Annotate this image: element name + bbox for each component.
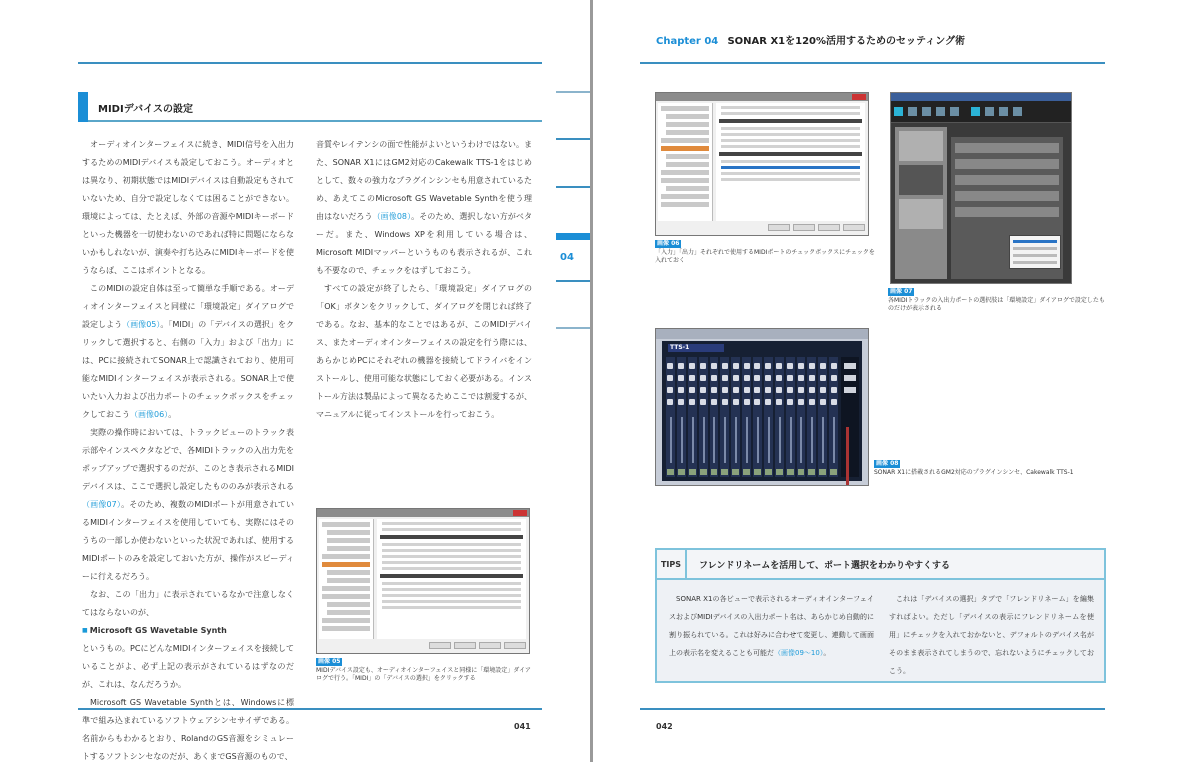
knob-icon: [831, 363, 837, 369]
fader: [779, 417, 781, 463]
figure-06-caption: [655, 240, 875, 265]
knob-icon: [667, 363, 673, 369]
caption-text: SONAR X1に搭載されるGM2対応のプラグインシンセ、Cakewalk TTS-1: [874, 469, 1074, 476]
figure-label: 画像 08: [876, 460, 899, 467]
dialog-buttons: [320, 642, 526, 651]
channel-button: [776, 469, 783, 475]
knob-icon: [776, 399, 782, 405]
fader: [692, 417, 694, 463]
knob-icon: [722, 387, 728, 393]
knob-icon: [798, 399, 804, 405]
knob-icon: [754, 399, 760, 405]
knob-icon: [667, 375, 673, 381]
bottom-rule: [640, 708, 1105, 710]
chapter-label: Chapter 04: [656, 36, 719, 47]
knob-icon: [776, 375, 782, 381]
fader: [724, 417, 726, 463]
tips-column-1: [669, 590, 874, 662]
page-number: 042: [656, 722, 673, 731]
knob-icon: [831, 375, 837, 381]
figure-reference: （画像07）: [82, 500, 122, 509]
knob-icon: [744, 375, 750, 381]
knob-icon: [820, 399, 826, 405]
dialog-buttons: [659, 224, 865, 233]
paragraph-text: というもの。PCにどんなMIDIインターフェイスを接続していることがよ、必ず上記の表示がされているはずなのだが、これは、なんだろうか。: [82, 644, 294, 689]
knob-icon: [722, 375, 728, 381]
knob-icon: [722, 363, 728, 369]
channel-button: [678, 469, 685, 475]
channel-strip: [710, 357, 719, 477]
section-heading: [78, 92, 542, 122]
master-section: [841, 357, 859, 477]
caption-text: 各MIDIトラックの入出力ポートの選択肢は「環境設定」ダイアログで設定したものだけが表示される: [888, 297, 1105, 312]
settings-panel: [377, 519, 526, 639]
control-bar: [891, 101, 1071, 123]
fader: [800, 417, 802, 463]
fader: [768, 417, 770, 463]
top-rule: [640, 62, 1105, 64]
tts1-panel: [662, 341, 862, 481]
figure-06-screenshot: [655, 92, 869, 236]
channel-button: [689, 469, 696, 475]
body-column-2: [316, 136, 532, 424]
fader: [811, 417, 813, 463]
figure-08-caption: [874, 460, 1074, 477]
channel-strip: [829, 357, 838, 477]
paragraph-text: Microsoft GS Wavetable Synth: [89, 626, 227, 635]
knob-icon: [711, 387, 717, 393]
figure-reference: （画像05）: [122, 320, 161, 329]
figure-reference: （画像09～10）: [774, 649, 824, 657]
figure-05-screenshot: [316, 508, 530, 654]
knob-icon: [754, 387, 760, 393]
knob-icon: [733, 387, 739, 393]
page-number: 041: [514, 722, 531, 731]
knob-icon: [744, 387, 750, 393]
knob-icon: [722, 399, 728, 405]
fader: [713, 417, 715, 463]
knob-icon: [711, 375, 717, 381]
chapter-title: SONAR X1を120%活用するためのセッティング術: [727, 36, 966, 47]
running-head: [656, 32, 965, 47]
knob-icon: [700, 363, 706, 369]
thumb-tab: [556, 138, 590, 140]
tree-item-device-selection: [322, 562, 370, 567]
paragraph: [82, 136, 294, 280]
knob-icon: [787, 375, 793, 381]
paragraph-text: なお、この「出力」に表示されているなかで注意しなくてはならないのが、: [82, 590, 294, 617]
caption-text: MIDIデバイス設定も、オーディオインターフェイスと同様に「環境設定」ダイアログで行う。「MIDI」の「デバイスの選択」をクリックする: [316, 667, 531, 682]
channel-strips: [666, 357, 838, 477]
channel-strip: [797, 357, 806, 477]
knob-icon: [820, 375, 826, 381]
channel-strip: [688, 357, 697, 477]
paragraph-text: Microsoft GS Wavetable Synthとは、Windowsに標準で組み込まれているソフトウェアシンセサイザである。名前からもわかるとおり、RolandのGS音源をシミュレートするソフトシンセなのだが、あくまでGS音源のもので、: [82, 698, 294, 761]
knob-icon: [765, 387, 771, 393]
figure-reference: （画像06）: [130, 410, 169, 419]
section-marker: [78, 92, 88, 122]
close-icon: [513, 510, 527, 516]
sonar-titlebar: [891, 93, 1071, 101]
knob-icon: [765, 363, 771, 369]
inspector-panel: [895, 127, 947, 279]
selected-port-row: [721, 166, 860, 169]
channel-strip: [699, 357, 708, 477]
thumb-tab: [556, 91, 590, 93]
paragraph: [82, 280, 294, 424]
fader: [746, 417, 748, 463]
fader: [790, 417, 792, 463]
paragraph: [82, 640, 294, 694]
knob-icon: [678, 387, 684, 393]
channel-strip: [742, 357, 751, 477]
knob-icon: [744, 363, 750, 369]
paragraph: [82, 586, 294, 622]
fader: [681, 417, 683, 463]
knob-icon: [765, 375, 771, 381]
figure-07-screenshot: [890, 92, 1072, 284]
figure-label: 画像 07: [890, 288, 913, 295]
tips-header: [657, 550, 1104, 580]
knob-icon: [711, 363, 717, 369]
paragraph-text: オーディオインターフェイスに続き、MIDI信号を入出力するためのMIDIデバイスも設定しておこう。オーディオとは異なり、初期状態ではMIDIデバイスは自動設定もされていないため、自分で設定しなくては困ることができない。環境によっては、たとえば、外部の音源やMIDIキーボードといった機器を一切使わないのであれば特に問題にならないかもしれないが、演奏や打ち込みにMIDIキーボードを使うならば、ここはポイントとなる。: [82, 140, 294, 275]
tips-label: TIPS: [657, 550, 687, 578]
knob-icon: [678, 363, 684, 369]
knob-icon: [787, 387, 793, 393]
fader: [703, 417, 705, 463]
knob-icon: [689, 399, 695, 405]
knob-icon: [820, 387, 826, 393]
channel-button: [667, 469, 674, 475]
paragraph-text: 実際の操作時においては、トラックビューのトラック表示部やインスペクタなどで、各MIDIトラックの入出力先をポップアップで選択するのだが、このとき表示されるMIDIデバイスは、ここで選択し設定したもののみが表示される: [82, 428, 294, 491]
paragraph: [316, 280, 532, 424]
caption-text: 「入力」「出力」それぞれで使用するMIDIポートのチェックボックスにチェックを入れておく: [655, 249, 875, 264]
knob-icon: [689, 363, 695, 369]
thumb-index: [556, 0, 590, 762]
channel-button: [765, 469, 772, 475]
figure-label: 画像 06: [657, 240, 680, 247]
tips-title: フレンドリネームを活用して、ポート選択をわかりやすくする: [699, 560, 951, 571]
port-popup-menu: [1009, 235, 1061, 269]
channel-button: [819, 469, 826, 475]
dialog-titlebar: [317, 509, 529, 517]
knob-icon: [787, 399, 793, 405]
figure-05-caption: [316, 658, 532, 683]
knob-icon: [689, 387, 695, 393]
settings-tree: [319, 519, 374, 639]
tree-item-device-selection: [661, 146, 709, 151]
channel-strip: [753, 357, 762, 477]
channel-button: [711, 469, 718, 475]
knob-icon: [831, 399, 837, 405]
channel-button: [732, 469, 739, 475]
paragraph: [82, 424, 294, 586]
channel-strip: [807, 357, 816, 477]
thumb-chapter-number: 04: [560, 252, 574, 263]
paragraph-text: すべての設定が終了したら、「環境設定」ダイアログの「OK」ボタンをクリックして、ダイアログを閉じれば終了である。なお、基本的なことではあるが、このMIDIデバイス、またオーディオインターフェイスの設定を行う際には、あらかじめPCにそれぞれの機器を接続してドライバをインストールし、使用可能な状態にしておく必要がある。インストール方法は製品によって異なるためここでは割愛するが、マニュアルに従ってインストールを行っておこう。: [316, 284, 532, 419]
knob-icon: [809, 363, 815, 369]
knob-icon: [809, 399, 815, 405]
settings-tree: [658, 103, 713, 221]
channel-strip: [720, 357, 729, 477]
knob-icon: [733, 375, 739, 381]
fader: [822, 417, 824, 463]
window-titlebar: [656, 329, 868, 339]
channel-strip: [677, 357, 686, 477]
channel-button: [743, 469, 750, 475]
figure-label: 画像 05: [318, 658, 341, 665]
subheading: [82, 622, 294, 640]
top-rule: [78, 62, 542, 64]
knob-icon: [765, 399, 771, 405]
tips-text: SONAR X1の各ビューで表示されるオーディオインターフェイスおよびMIDIデバイスの入出力ポート名は、あらかじめ自動的に割り振られている。これは好みに合わせて変更し、連動して画面上の表示名を変えることも可能だ: [669, 595, 874, 657]
dialog-titlebar: [656, 93, 868, 101]
knob-icon: [798, 387, 804, 393]
knob-icon: [744, 399, 750, 405]
thumb-tab-active: [556, 233, 590, 240]
knob-icon: [820, 363, 826, 369]
knob-icon: [809, 375, 815, 381]
tips-box: [655, 548, 1106, 683]
thumb-tab: [556, 280, 590, 282]
knob-icon: [733, 399, 739, 405]
knob-icon: [798, 363, 804, 369]
channel-button: [721, 469, 728, 475]
paragraph-text: 。「MIDI」の「デバイスの選択」をクリックして選択すると、右側の「入力」および「出力」には、PCに接続されてSONAR上で認識されており、使用可能なMIDIインターフェイスが表示される。SONAR上で使いたい入力および出力ポートのチェックボックスをチェックしておこう: [82, 320, 294, 419]
knob-icon: [678, 375, 684, 381]
knob-icon: [798, 375, 804, 381]
tips-text: これは「デバイスの選択」タブで「フレンドリネーム」を編集すればよい。ただし「デバイスの表示にフレンドリネームを使用」にチェックを入れておかないと、デフォルトのデバイス名がそのまま表示されてしまうので、忘れないようにチェックしておこう。: [889, 595, 1094, 675]
paragraph: [316, 136, 532, 280]
channel-button: [798, 469, 805, 475]
paragraph: [82, 694, 294, 762]
knob-icon: [700, 399, 706, 405]
knob-icon: [831, 387, 837, 393]
channel-strip: [731, 357, 740, 477]
fader: [735, 417, 737, 463]
knob-icon: [700, 387, 706, 393]
knob-icon: [678, 399, 684, 405]
tips-text: 。: [823, 649, 831, 657]
fader: [670, 417, 672, 463]
knob-icon: [754, 375, 760, 381]
channel-strip: [786, 357, 795, 477]
tips-column-2: [889, 590, 1094, 680]
paragraph-text: このMIDIの設定自体は至って簡単な手順である。オーディオインターフェイスと同様に「環境設定」ダイアログで設定しよう: [82, 284, 294, 329]
channel-button: [754, 469, 761, 475]
left-page: [0, 0, 590, 762]
figure-08-screenshot: [655, 328, 869, 486]
thumb-tab: [556, 327, 590, 329]
knob-icon: [711, 399, 717, 405]
close-icon: [852, 94, 866, 100]
knob-icon: [733, 363, 739, 369]
paragraph-text: 。そのため、複数のMIDIポートが用意されているMIDIインターフェイスを使用していても、実際にはそのうちの一部しか使わないといった状況であれば、使用するMIDIポートのみを設定しておいた方が、操作がスピーディーに行えるだろう。: [82, 500, 294, 581]
paragraph-text: 音質やレイテンシの面で性能がよいというわけではない。また、SONAR X1にはGM2対応のCakewalk TTS-1をはじめとして、数々の強力なプラグインシンセも用意されているため、あえてこのMicrosoft GS Wavetable Synthを使う理由はないだろう: [316, 140, 532, 221]
knob-icon: [809, 387, 815, 393]
knob-icon: [667, 387, 673, 393]
figure-reference: （画像08）: [372, 212, 412, 221]
knob-icon: [776, 363, 782, 369]
figure-07-caption: [888, 288, 1110, 313]
channel-strip: [818, 357, 827, 477]
channel-button: [787, 469, 794, 475]
settings-panel: [716, 103, 865, 221]
channel-strip: [666, 357, 675, 477]
knob-icon: [754, 363, 760, 369]
channel-button: [808, 469, 815, 475]
knob-icon: [776, 387, 782, 393]
knob-icon: [667, 399, 673, 405]
section-title: MIDIデバイスの設定: [98, 104, 193, 115]
paragraph-text: 。そのため、選択しない方がベターだ。また、Windows XPを利用している場合は、Microsoft MIDIマッパーというものも表示されるが、これも不要なので、チェックをはずしておこう。: [316, 212, 532, 275]
knob-icon: [787, 363, 793, 369]
tts1-logo: TTS-1: [668, 344, 724, 352]
knob-icon: [700, 375, 706, 381]
paragraph-text: 。: [168, 410, 177, 419]
bottom-rule: [78, 708, 542, 710]
knob-icon: [689, 375, 695, 381]
channel-strip: [775, 357, 784, 477]
fader: [757, 417, 759, 463]
fader: [833, 417, 835, 463]
channel-button: [830, 469, 837, 475]
body-column-1: [82, 136, 294, 762]
channel-button: [700, 469, 707, 475]
channel-strip: [764, 357, 773, 477]
thumb-tab: [556, 186, 590, 188]
